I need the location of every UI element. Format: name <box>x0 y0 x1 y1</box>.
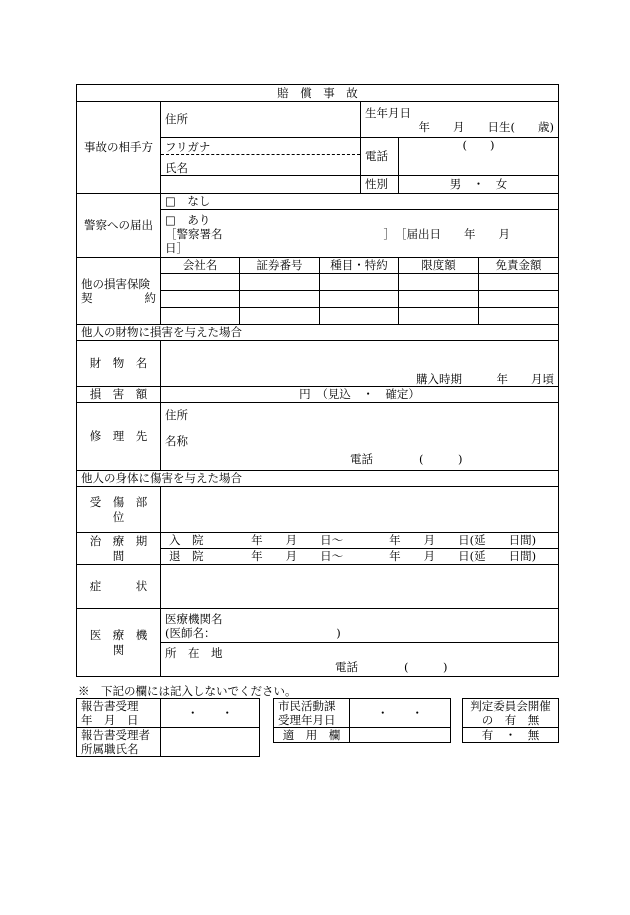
opponent-name-field[interactable] <box>161 138 361 176</box>
admission-row[interactable] <box>161 533 559 549</box>
insurance-label-char2: 約 <box>144 291 156 305</box>
insurance-cell[interactable] <box>240 308 320 325</box>
insurance-cell[interactable] <box>161 308 240 325</box>
insurance-header-company: 会社名 <box>161 258 240 274</box>
injury-part-label: 受 傷 部 位 <box>77 487 161 533</box>
discharge-label: 退 院 <box>169 549 204 564</box>
committee-box <box>462 698 559 743</box>
police-detail-line1: ［警察署名 ］ ［届出日 年 月 <box>165 226 510 241</box>
insurance-cell[interactable] <box>399 274 479 291</box>
medical-institution-name-field[interactable] <box>161 609 559 643</box>
name-continuation[interactable] <box>161 176 361 194</box>
police-yes-option[interactable] <box>161 210 559 258</box>
sex-field[interactable]: 男 ・ 女 <box>399 176 559 194</box>
committee-line2: の 有 無 <box>481 713 540 727</box>
insurance-cell[interactable] <box>479 308 559 325</box>
damage-amount-label: 損 害 額 <box>77 387 161 403</box>
insurance-cell[interactable] <box>320 308 399 325</box>
receiver-label <box>77 728 161 757</box>
insurance-cell[interactable] <box>240 274 320 291</box>
injury-section-heading: 他人の身体に傷害を与えた場合 <box>77 471 559 487</box>
civic-receipt-box <box>273 698 451 743</box>
insurance-cell[interactable] <box>161 291 240 308</box>
civic-line1: 市民活動課 <box>278 699 336 713</box>
police-none-option[interactable]: □ なし <box>161 194 559 210</box>
insurance-cell[interactable] <box>399 308 479 325</box>
receiver-line1: 報告書受理者 <box>81 728 150 742</box>
opponent-address-field[interactable]: 住所 <box>161 102 361 138</box>
birth-line: 年 月 日生( 歳) <box>418 119 555 134</box>
treatment-period-label: 治 療 期 間 <box>77 533 161 565</box>
property-item-label: 財 物 名 <box>77 341 161 387</box>
repair-shop-label: 修 理 先 <box>77 403 161 471</box>
property-section-heading: 他人の財物に損害を与えた場合 <box>77 325 559 341</box>
repair-shop-field[interactable] <box>161 403 559 471</box>
repair-name-label: 名称 <box>165 433 188 448</box>
insurance-label-line2 <box>81 291 156 305</box>
medical-institution-location-field[interactable] <box>161 643 559 677</box>
report-received-date-label <box>77 699 161 728</box>
institution-name-label: 医療機関名 <box>165 611 223 626</box>
insurance-cell[interactable] <box>479 291 559 308</box>
receiver-line2: 所属職氏名 <box>81 742 139 756</box>
sex-label: 性別 <box>361 176 399 194</box>
medical-institution-label: 医 療 機 関 <box>77 609 161 677</box>
committee-yes-no-field[interactable]: 有 ・ 無 <box>463 728 559 743</box>
form-title: 賠 償 事 故 <box>77 85 559 102</box>
report-received-date-field[interactable]: ・ ・ <box>161 699 260 728</box>
doctor-name-label: (医師名： ) <box>165 625 341 640</box>
symptom-label: 症 状 <box>77 565 161 609</box>
admission-label: 入 院 <box>169 533 204 548</box>
police-label: 警察への届出 <box>77 194 161 258</box>
insurance-header-policy: 証券番号 <box>240 258 320 274</box>
furigana-label: フリガナ <box>161 140 360 155</box>
insurance-cell[interactable] <box>240 291 320 308</box>
insurance-label <box>77 258 161 325</box>
opponent-birthdate-field[interactable] <box>361 102 559 138</box>
civic-received-label <box>274 699 350 728</box>
name-label: 氏名 <box>165 161 188 175</box>
discharge-period: 年 月 日～ 年 月 日(延 日間) <box>251 549 537 564</box>
symptom-field[interactable] <box>161 565 559 609</box>
applicable-field[interactable] <box>350 728 451 743</box>
insurance-label-line1: 他の損害保険 <box>81 276 150 291</box>
insurance-label-char1: 契 <box>81 291 93 305</box>
insurance-cell[interactable] <box>320 274 399 291</box>
phone-label: 電話 <box>361 138 399 176</box>
police-detail-line2: 日］ <box>165 240 188 255</box>
location-label: 所 在 地 <box>165 645 223 660</box>
opponent-label: 事故の相手方 <box>77 102 161 194</box>
office-use-note: ※ 下記の欄には記入しないでください。 <box>78 684 297 698</box>
police-yes-label: □ あり <box>165 212 211 227</box>
birth-label: 生年月日 <box>365 105 411 120</box>
applicable-label: 適 用 欄 <box>274 728 350 743</box>
civic-received-date-field[interactable]: ・ ・ <box>350 699 451 728</box>
committee-line1: 判定委員会開催 <box>470 699 551 713</box>
discharge-row[interactable] <box>161 549 559 565</box>
committee-label <box>463 699 559 728</box>
insurance-header-deductible: 免責金額 <box>479 258 559 274</box>
property-item-field[interactable]: 購入時期 年 月頃 <box>161 341 559 387</box>
receiver-field[interactable] <box>161 728 260 757</box>
admission-period: 年 月 日～ 年 月 日(延 日間) <box>251 533 537 548</box>
damage-amount-field[interactable]: 円 （見込 ・ 確定） <box>161 387 559 403</box>
phone-field[interactable]: ( ) <box>399 138 559 176</box>
report-received-line2: 年 月 日 <box>81 713 139 727</box>
insurance-cell[interactable] <box>399 291 479 308</box>
compensation-accident-table <box>76 84 559 677</box>
insurance-cell[interactable] <box>320 291 399 308</box>
insurance-cell[interactable] <box>161 274 240 291</box>
report-receipt-box <box>76 698 260 757</box>
institution-phone-label: 電話 ( ) <box>335 659 448 674</box>
insurance-cell[interactable] <box>479 274 559 291</box>
civic-line2: 受理年月日 <box>278 713 336 727</box>
repair-phone-label: 電話 ( ) <box>350 451 463 466</box>
injury-part-field[interactable] <box>161 487 559 533</box>
insurance-header-type: 種目・特約 <box>320 258 399 274</box>
report-received-line1: 報告書受理 <box>81 699 139 713</box>
insurance-header-limit: 限度額 <box>399 258 479 274</box>
repair-address-label: 住所 <box>165 407 188 422</box>
